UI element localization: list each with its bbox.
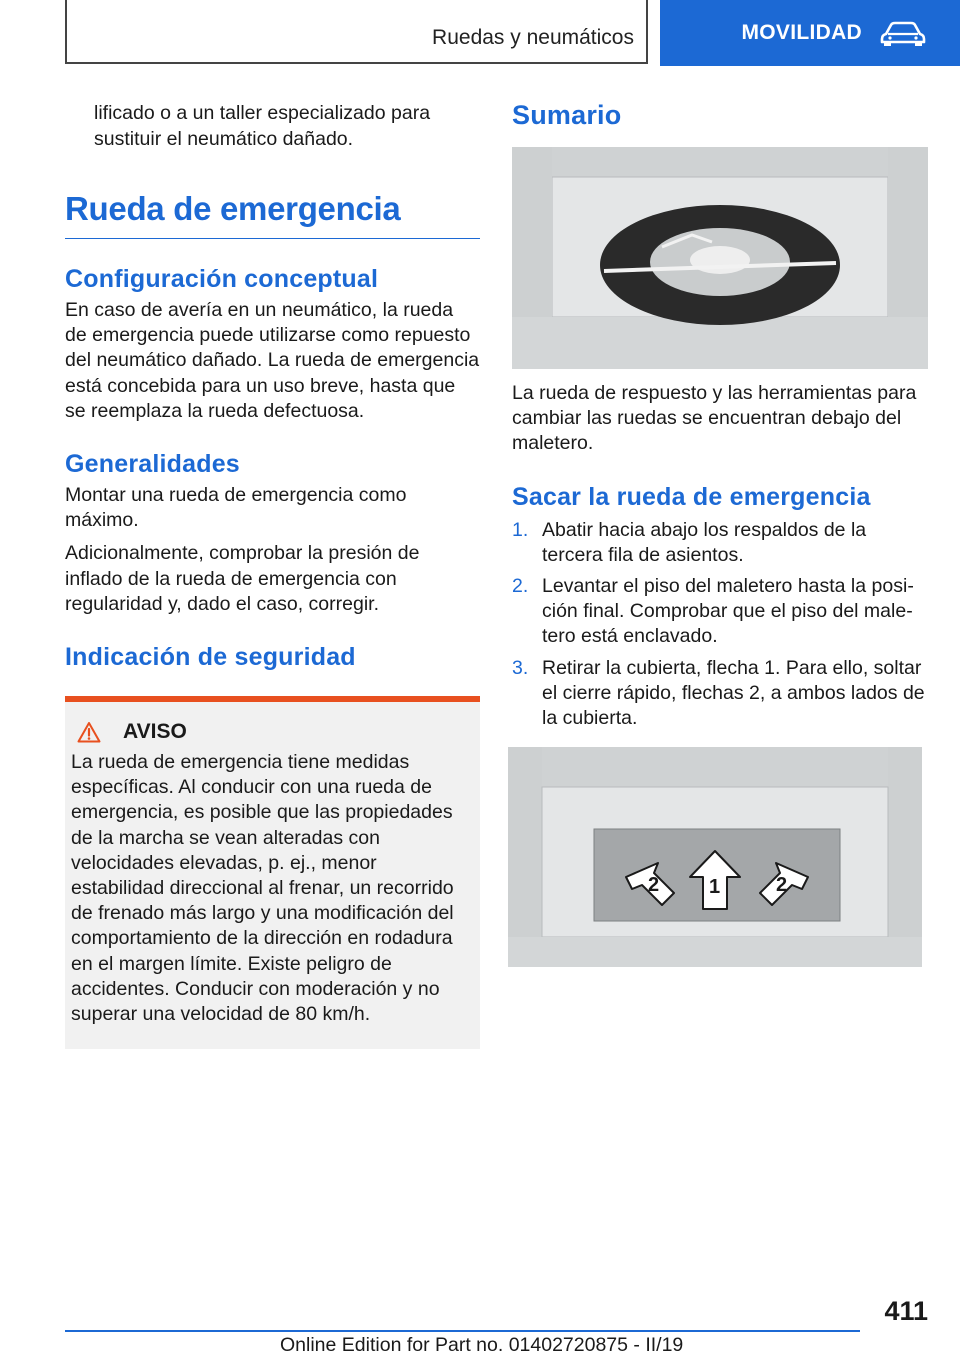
- section-title: Rueda de emergencia: [65, 190, 480, 239]
- left-column: [65, 100, 480, 1049]
- warning-text: La rueda de emergencia tiene medidas específicas. Al conducir con una rueda de emergencia, es posible que las propiedades de la marcha se vean alteradas con velocidades elevadas, p. ej., menor estabilidad direccional al frenar, un recorrido de frenado más largo y una modificación del comportamiento de la dirección en rodadura en el margen límite. Existe peligro de accidentes. Conducir con moderación y no superar una velocidad de 80 km/h.: [71, 751, 454, 1026]
- step-text: Abatir hacia abajo los respaldos de la tercera fila de asientos.: [542, 518, 867, 566]
- arrow-label: 2: [648, 874, 660, 897]
- footer-rule: [65, 1330, 860, 1332]
- warning-header: [71, 720, 472, 744]
- trunk-cover-illustration: [508, 747, 922, 967]
- step-item: [512, 656, 928, 732]
- summary-heading: Sumario: [512, 100, 622, 130]
- footer-edition: Online Edition for Part no. 01402720875 - II/19: [280, 1334, 684, 1356]
- concept-text: En caso de avería en un neumático, la rueda de emergencia puede utilizarse como repuesto del neumático dañado. La rueda de emergencia está concebida para un uso breve, hasta que se reemplaza la rueda defectuosa.: [65, 299, 480, 422]
- general-text-2: Adicionalmente, comprobar la presión de inflado de la rueda de emergencia con regularidad y, dado el caso, corregir.: [65, 542, 420, 615]
- step-number: 2.: [512, 575, 529, 598]
- arrow-label: 2: [776, 874, 788, 897]
- step-text: Levantar el piso del maletero hasta la posición final. Comprobar que el piso del maletero está enclavado.: [542, 575, 914, 648]
- right-column: [512, 100, 928, 967]
- steps-list: [512, 518, 928, 732]
- summary-caption: La rueda de respuesto y las herramientas para cambiar las ruedas se encuentran debajo del maletero.: [512, 382, 917, 455]
- step-item: [512, 518, 928, 568]
- spare-wheel-illustration: [512, 147, 928, 369]
- page-number: 411: [884, 1296, 928, 1326]
- chapter-tab[interactable]: [660, 0, 960, 66]
- warning-title: AVISO: [123, 720, 187, 744]
- step-number: 1.: [512, 518, 529, 541]
- general-text-1: Montar una rueda de emergencia como máximo.: [65, 484, 407, 532]
- chapter-label: MOVILIDAD: [741, 21, 862, 44]
- trunk-cover-photo: [508, 747, 922, 967]
- remove-heading: Sacar la rueda de emergencia: [512, 482, 871, 511]
- warning-box: [65, 696, 480, 1049]
- step-text: Retirar la cubierta, flecha 1. Para ello, soltar el cierre rápido, flechas 2, a ambos lados de la cubierta.: [542, 656, 925, 730]
- safety-heading: Indicación de seguridad: [65, 643, 356, 672]
- step-item: [512, 574, 928, 650]
- concept-heading: Configuración conceptual: [65, 265, 379, 293]
- general-heading: Generalidades: [65, 450, 240, 479]
- arrow-label: 1: [709, 876, 721, 899]
- spare-wheel-photo: [512, 147, 928, 369]
- continued-text: lificado o a un taller especializado para sustituir el neumático dañado.: [94, 102, 431, 150]
- warning-triangle-icon: [77, 721, 101, 743]
- car-icon: [880, 20, 926, 46]
- step-number: 3.: [512, 656, 529, 679]
- header-section-title: Ruedas y neumáticos: [432, 26, 634, 49]
